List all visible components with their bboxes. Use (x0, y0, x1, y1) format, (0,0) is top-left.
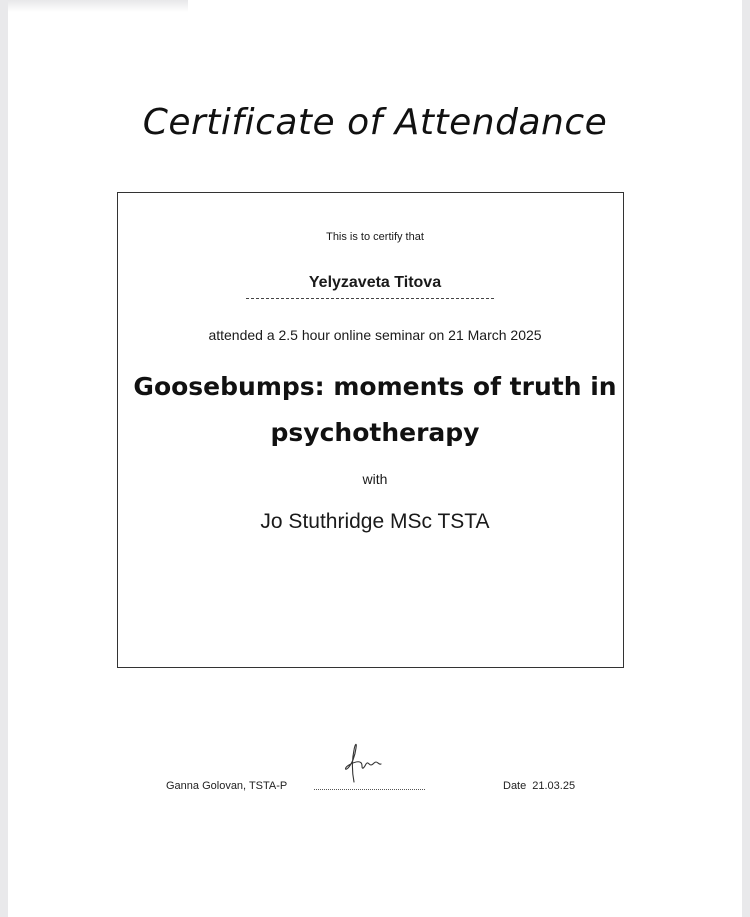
name-underline (246, 298, 494, 299)
signatory-name: Ganna Golovan, TSTA-P (166, 780, 288, 792)
with-text: with (362, 471, 388, 487)
seminar-title-line-2: psychotherapy (270, 418, 480, 447)
certificate-title: Certificate of Attendance (142, 102, 608, 143)
attendance-text: attended a 2.5 hour online seminar on 21 March 2025 (208, 327, 542, 343)
date-label: Date (503, 780, 527, 792)
recipient-name: Yelyzaveta Titova (308, 274, 442, 291)
date-field (503, 780, 575, 792)
handwritten-signature (340, 738, 388, 784)
date-value: 21.03.25 (532, 780, 576, 792)
seminar-title-line-1: Goosebumps: moments of truth in (133, 372, 617, 401)
presenter-name: Jo Stuthridge MSc TSTA (260, 510, 490, 533)
signature-dotted-line (314, 789, 425, 790)
certify-text: This is to certify that (326, 231, 424, 243)
scan-shadow (8, 0, 188, 12)
seminar-title (0, 364, 750, 456)
